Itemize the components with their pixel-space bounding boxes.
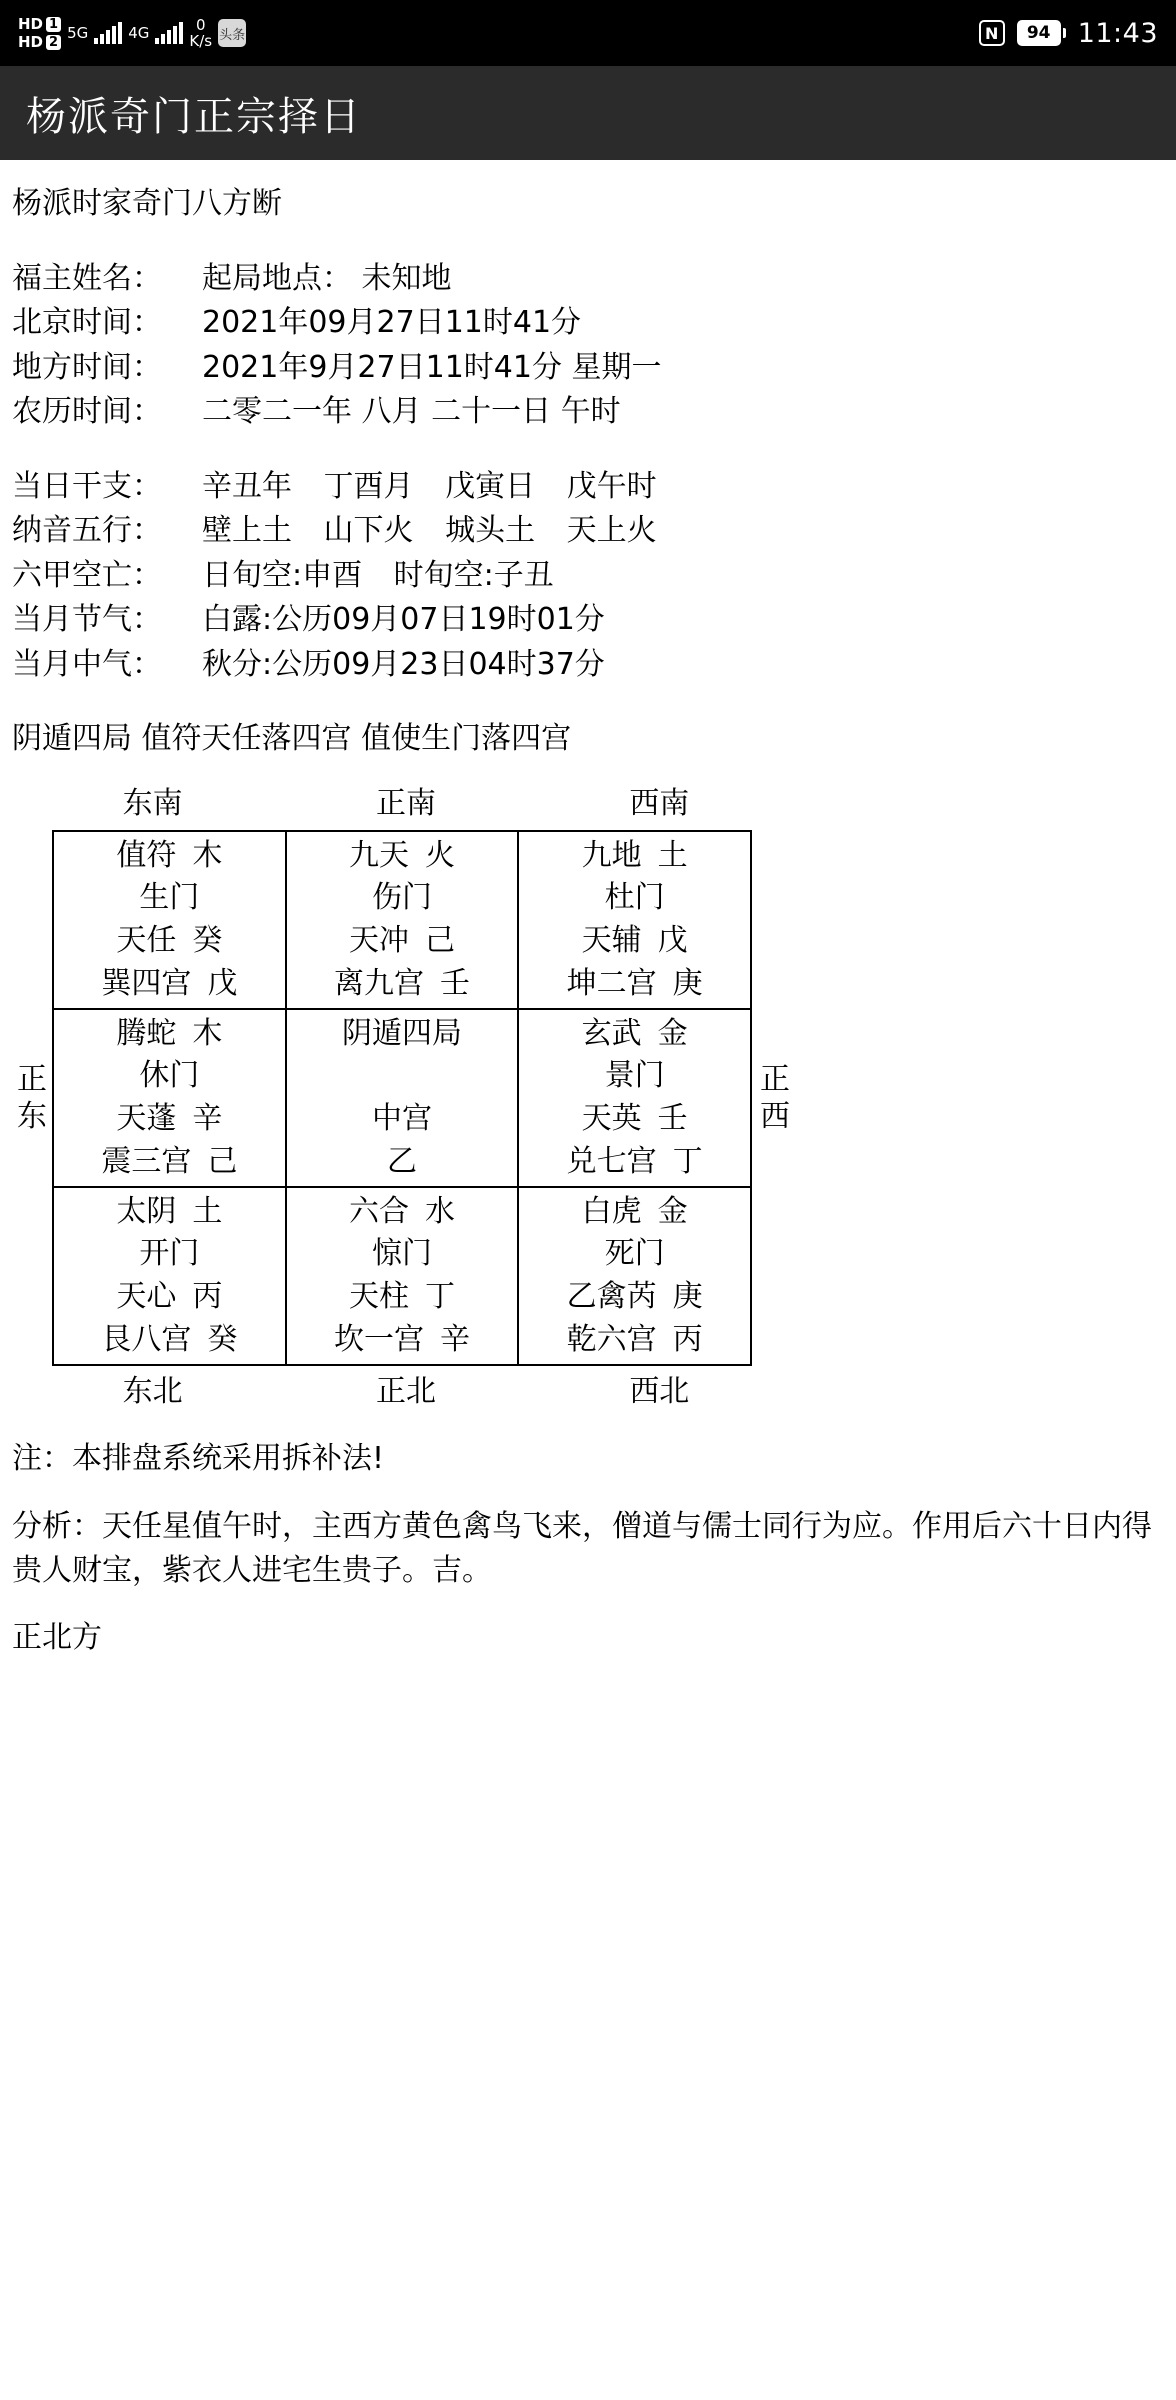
status-bar-left: [18, 14, 979, 51]
pan-cell-line-men: [287, 877, 518, 920]
pan-cell-wuxing: 土: [657, 837, 688, 873]
signal-bars-2-icon: [155, 22, 183, 44]
battery-cap-icon: [1063, 28, 1066, 38]
ganzhi-row-kongwang: [12, 556, 1168, 597]
direction-north: 正北: [375, 1374, 436, 1409]
pan-cell-digan: 庚: [672, 965, 703, 1001]
pan-cell-gong: 离九宫: [333, 965, 424, 1001]
sim2-number: 2: [46, 35, 61, 50]
pan-cell-zhen3[interactable]: [53, 1009, 286, 1187]
pan-cell-gong: 艮八宫: [101, 1321, 192, 1357]
pan-cell-line-xing: [519, 1098, 750, 1141]
network-speed-value: 0: [195, 15, 206, 34]
pan-cell-line-xing: [54, 1098, 285, 1141]
signal-bars-1-icon: [94, 22, 122, 44]
ganzhi-row-jieqi-value: [202, 600, 605, 641]
pan-cell-line-shen: [519, 835, 750, 878]
pan-center-gong-label: 中宫: [371, 1101, 432, 1136]
status-bar-clock: 11:43: [1077, 17, 1158, 49]
ganzhi-day: 戊寅日: [445, 468, 536, 504]
pan-cell-line-xing: [54, 1276, 285, 1319]
pan-cell-xing: 天冲: [348, 923, 409, 958]
pan-cell-line-shen: [54, 835, 285, 878]
direction-south: 正南: [375, 785, 436, 821]
pan-cell-line-gong: [54, 1319, 285, 1362]
sim2-hd-label: HD: [18, 32, 44, 51]
info-row-beijing-time-key: 北京时间：: [12, 305, 162, 340]
pan-cell-gong: 巽四宫: [101, 965, 192, 1001]
pan-cell-line-xing: [287, 920, 518, 963]
pan-cell-line-xing: [519, 920, 750, 963]
pan-grid-outer: [8, 830, 798, 1366]
pan-cell-line-shen: [287, 835, 518, 878]
pan-cell-shen: 太阴: [116, 1193, 177, 1229]
pan-top-directions: [26, 784, 786, 825]
pan-cell-wuxing: 土: [192, 1193, 223, 1229]
network-speed-unit: K/s: [189, 32, 213, 50]
info-row-lunar-time: [12, 392, 1168, 433]
pan-cell-shen: 值符: [116, 837, 177, 873]
pan-cell-gong: 坎一宫: [333, 1321, 424, 1357]
pan-cell-line-shen: [519, 1191, 750, 1234]
direction-east-line2: 东: [17, 1099, 47, 1134]
direction-west-line2: 西: [760, 1099, 790, 1134]
network-type-1: 5G: [67, 24, 89, 42]
ju-summary-line: 阴遁四局 值符天任落四宫 值使生门落四宫: [12, 721, 572, 756]
ganzhi-row-nayin-key: 纳音五行：: [12, 513, 162, 548]
info-row-local-time-value: 2021年9月27日11时41分 星期一: [202, 349, 662, 385]
pan-cell-xing: 天心: [116, 1279, 177, 1314]
ganzhi-row-day: [12, 467, 1168, 508]
ganzhi-row-zhongqi: [12, 645, 1168, 686]
info-row-lunar-time-value: 二零二一年 八月 二十一日 午时: [202, 394, 621, 429]
pan-cell-line-xing: [54, 920, 285, 963]
pan-center-gan: [287, 1141, 518, 1184]
sim1-number: 1: [46, 17, 61, 32]
ganzhi-row-jieqi-key: 当月节气：: [12, 602, 162, 637]
pan-cell-men: 景门: [604, 1058, 665, 1094]
pan-cell-xing: 天任: [116, 923, 177, 958]
kongwang-hour: 时旬空:子丑: [393, 557, 554, 593]
pan-cell-tiangan: 丙: [192, 1279, 223, 1314]
spacer: [8, 689, 1168, 715]
pan-cell-digan: 壬: [439, 965, 470, 1001]
pan-cell-line-men: [54, 877, 285, 920]
battery-indicator: [1017, 20, 1066, 46]
pan-cell-qian6[interactable]: [518, 1187, 751, 1365]
pan-row-middle: [53, 1009, 751, 1187]
pan-cell-xun4[interactable]: [53, 831, 286, 1009]
pan-cell-wuxing: 金: [657, 1015, 688, 1051]
pan-cell-men: 开门: [139, 1236, 200, 1272]
pan-cell-digan: 丙: [672, 1321, 703, 1357]
pan-cell-kan1[interactable]: [286, 1187, 519, 1365]
pan-cell-line-men: [54, 1055, 285, 1098]
pan-cell-wuxing: 水: [424, 1193, 455, 1229]
nayin-day: 城头土: [445, 513, 536, 548]
pan-cell-gong: 兑七宫: [566, 1143, 657, 1179]
direction-northwest: 西北: [629, 1374, 690, 1409]
pan-center-ju: [287, 1013, 518, 1056]
network-type-2: 4G: [128, 24, 150, 42]
pan-cell-line-men: [54, 1233, 285, 1276]
info-row-beijing-time: [12, 303, 1168, 344]
info-row-beijing-time-value: 2021年09月27日11时41分: [202, 305, 582, 340]
pan-right-directions: [752, 830, 796, 1366]
ganzhi-row-day-key: 当日干支：: [12, 468, 162, 504]
spacer: [8, 1413, 1168, 1439]
battery-level: 94: [1017, 20, 1061, 46]
nayin-year: 壁上土: [202, 513, 292, 548]
pan-grid: [52, 830, 752, 1366]
sim2-hd-icon: [18, 32, 61, 51]
ganzhi-hour: 戊午时: [566, 468, 657, 504]
qimen-pan: [8, 784, 1168, 1413]
pan-cell-xing: 天蓬: [116, 1101, 177, 1136]
pan-cell-line-shen: [54, 1013, 285, 1056]
dual-sim-indicator: [18, 14, 61, 51]
spacer: [8, 1479, 1168, 1505]
direction-east-line1: 正: [17, 1061, 47, 1097]
kongwang-day: 日旬空:申酉: [202, 557, 363, 593]
pan-cell-line-gong: [519, 963, 750, 1006]
spacer: [8, 1592, 1168, 1618]
page-heading: 杨派时家奇门八方断: [12, 186, 282, 221]
direction-northeast: 东北: [122, 1374, 183, 1409]
nayin-hour: 天上火: [566, 513, 657, 548]
app-title-bar: [0, 66, 1176, 160]
pan-cell-line-shen: [54, 1191, 285, 1234]
pan-cell-wuxing: 火: [424, 837, 455, 873]
pan-cell-gong: 坤二宫: [566, 965, 657, 1001]
pan-cell-men: 杜门: [604, 880, 665, 916]
pan-cell-shen: 六合: [348, 1193, 409, 1229]
spacer: [8, 229, 1168, 255]
pan-cell-wuxing: 金: [657, 1193, 688, 1229]
spacer: [8, 437, 1168, 463]
ganzhi-row-jieqi: [12, 600, 1168, 641]
pan-cell-tiangan: 癸: [192, 923, 223, 958]
pan-cell-xing: 天英: [581, 1101, 642, 1136]
ganzhi-row-kongwang-value: [202, 556, 554, 597]
pan-cell-men: 休门: [139, 1058, 200, 1094]
pan-cell-line-gong: [54, 963, 285, 1006]
pan-cell-gong: 乾六宫: [566, 1321, 657, 1357]
pan-cell-line-gong: [519, 1319, 750, 1362]
ganzhi-row-nayin-value: [202, 511, 657, 552]
pan-cell-tiangan: 壬: [657, 1101, 688, 1136]
pan-cell-shen: 白虎: [581, 1193, 642, 1229]
analysis-text: 分析：天任星值午时，主西方黄色禽鸟飞来，僧道与儒士同行为应。作用后六十日内得贵人财宝，紫衣人进宅生贵子。吉。: [12, 1509, 1152, 1588]
pan-cell-digan: 丁: [672, 1143, 703, 1179]
sim1-hd-label: HD: [18, 14, 44, 33]
pan-cell-wuxing: 木: [192, 837, 223, 873]
info-row-local-time-key: 地方时间：: [12, 349, 162, 385]
pan-center-gan-label: 乙: [386, 1143, 417, 1179]
pan-cell-tiangan: 辛: [192, 1101, 223, 1136]
pan-cell-line-shen: [287, 1191, 518, 1234]
pan-center-blank-label: [397, 1055, 407, 1098]
pan-cell-tiangan: 庚: [672, 1279, 703, 1314]
direction-west-line1: 正: [760, 1061, 790, 1097]
pan-row-top: [53, 831, 751, 1009]
ganzhi-row-day-value: [202, 467, 657, 508]
app-title: 杨派奇门正宗择日: [26, 93, 362, 140]
pan-cell-line-men: [519, 1233, 750, 1276]
info-row-local-time: [12, 348, 1168, 389]
pan-cell-line-xing: [519, 1276, 750, 1319]
section-north-heading: 正北方: [12, 1620, 102, 1655]
info-row-name-key: 福主姓名：: [12, 260, 162, 296]
direction-southeast: 东南: [122, 785, 183, 821]
sim1-hd-icon: [18, 14, 61, 33]
pan-cell-kun2[interactable]: [518, 831, 751, 1009]
ganzhi-row-zhongqi-key: 当月中气：: [12, 646, 162, 682]
pan-cell-digan: 辛: [439, 1321, 470, 1357]
pan-cell-line-xing: [287, 1276, 518, 1319]
nayin-month: 山下火: [323, 513, 414, 548]
pan-cell-xing: 乙禽芮: [566, 1279, 657, 1314]
notification-app-icon: 头条: [218, 19, 246, 47]
pan-cell-xing: 天柱: [348, 1279, 409, 1314]
pan-cell-men: 死门: [604, 1236, 665, 1272]
status-bar: [0, 0, 1176, 66]
pan-cell-line-gong: [519, 1141, 750, 1184]
pan-cell-gen8[interactable]: [53, 1187, 286, 1365]
pan-cell-line-men: [519, 1055, 750, 1098]
network-speed: [189, 17, 212, 50]
pan-left-directions: [8, 830, 52, 1366]
pan-cell-line-gong: [287, 963, 518, 1006]
pan-cell-shen: 九地: [581, 837, 642, 873]
pan-cell-men: 生门: [139, 880, 200, 916]
jieqi-value: 白露:公历09月07日19时01分: [202, 602, 605, 637]
pan-cell-tiangan: 己: [424, 923, 455, 958]
pan-cell-center[interactable]: [286, 1009, 519, 1187]
pan-cell-shen: 玄武: [581, 1015, 642, 1051]
pan-cell-gong: 震三宫: [101, 1143, 192, 1179]
pan-cell-line-men: [287, 1233, 518, 1276]
pan-center-gong: [287, 1098, 518, 1141]
pan-cell-dui7[interactable]: [518, 1009, 751, 1187]
info-row-lunar-time-key: 农历时间：: [12, 394, 162, 429]
zhongqi-value: 秋分:公历09月23日04时37分: [202, 646, 605, 682]
pan-cell-line-gong: [54, 1141, 285, 1184]
pan-row-bottom: [53, 1187, 751, 1365]
ganzhi-row-kongwang-key: 六甲空亡：: [12, 557, 162, 593]
status-bar-right: [979, 18, 1158, 49]
ganzhi-row-zhongqi-value: [202, 645, 605, 686]
pan-cell-tiangan: 丁: [424, 1279, 455, 1314]
content-area: [0, 160, 1176, 1659]
ganzhi-row-nayin: [12, 511, 1168, 552]
pan-center-ju-label: 阴遁四局: [341, 1015, 462, 1051]
info-row-name: [12, 259, 1168, 300]
pan-cell-men: 惊门: [371, 1236, 432, 1272]
pan-bottom-directions: [26, 1372, 786, 1413]
pan-center-blank: [287, 1055, 518, 1098]
pan-cell-tiangan: 戊: [657, 923, 688, 958]
ganzhi-year: 辛丑年: [202, 468, 292, 504]
ganzhi-month: 丁酉月: [323, 468, 414, 504]
pan-cell-shen: 腾蛇: [116, 1015, 177, 1051]
pan-cell-line-men: [519, 877, 750, 920]
pan-cell-digan: 戊: [207, 965, 238, 1001]
pan-cell-wuxing: 木: [192, 1015, 223, 1051]
pan-cell-line-shen: [519, 1013, 750, 1056]
pan-cell-shen: 九天: [348, 837, 409, 873]
pan-cell-xing: 天辅: [581, 923, 642, 958]
nfc-icon: N: [979, 20, 1005, 46]
pan-cell-digan: 己: [207, 1143, 238, 1179]
method-note: 注：本排盘系统采用拆补法!: [12, 1440, 385, 1476]
spacer: [8, 764, 1168, 778]
pan-cell-line-gong: [287, 1319, 518, 1362]
pan-cell-men: 伤门: [371, 880, 432, 916]
direction-southwest: 西南: [629, 785, 690, 821]
pan-cell-li9[interactable]: [286, 831, 519, 1009]
pan-cell-digan: 癸: [207, 1321, 238, 1357]
info-row-name-value: 起局地点： 未知地: [202, 260, 452, 296]
